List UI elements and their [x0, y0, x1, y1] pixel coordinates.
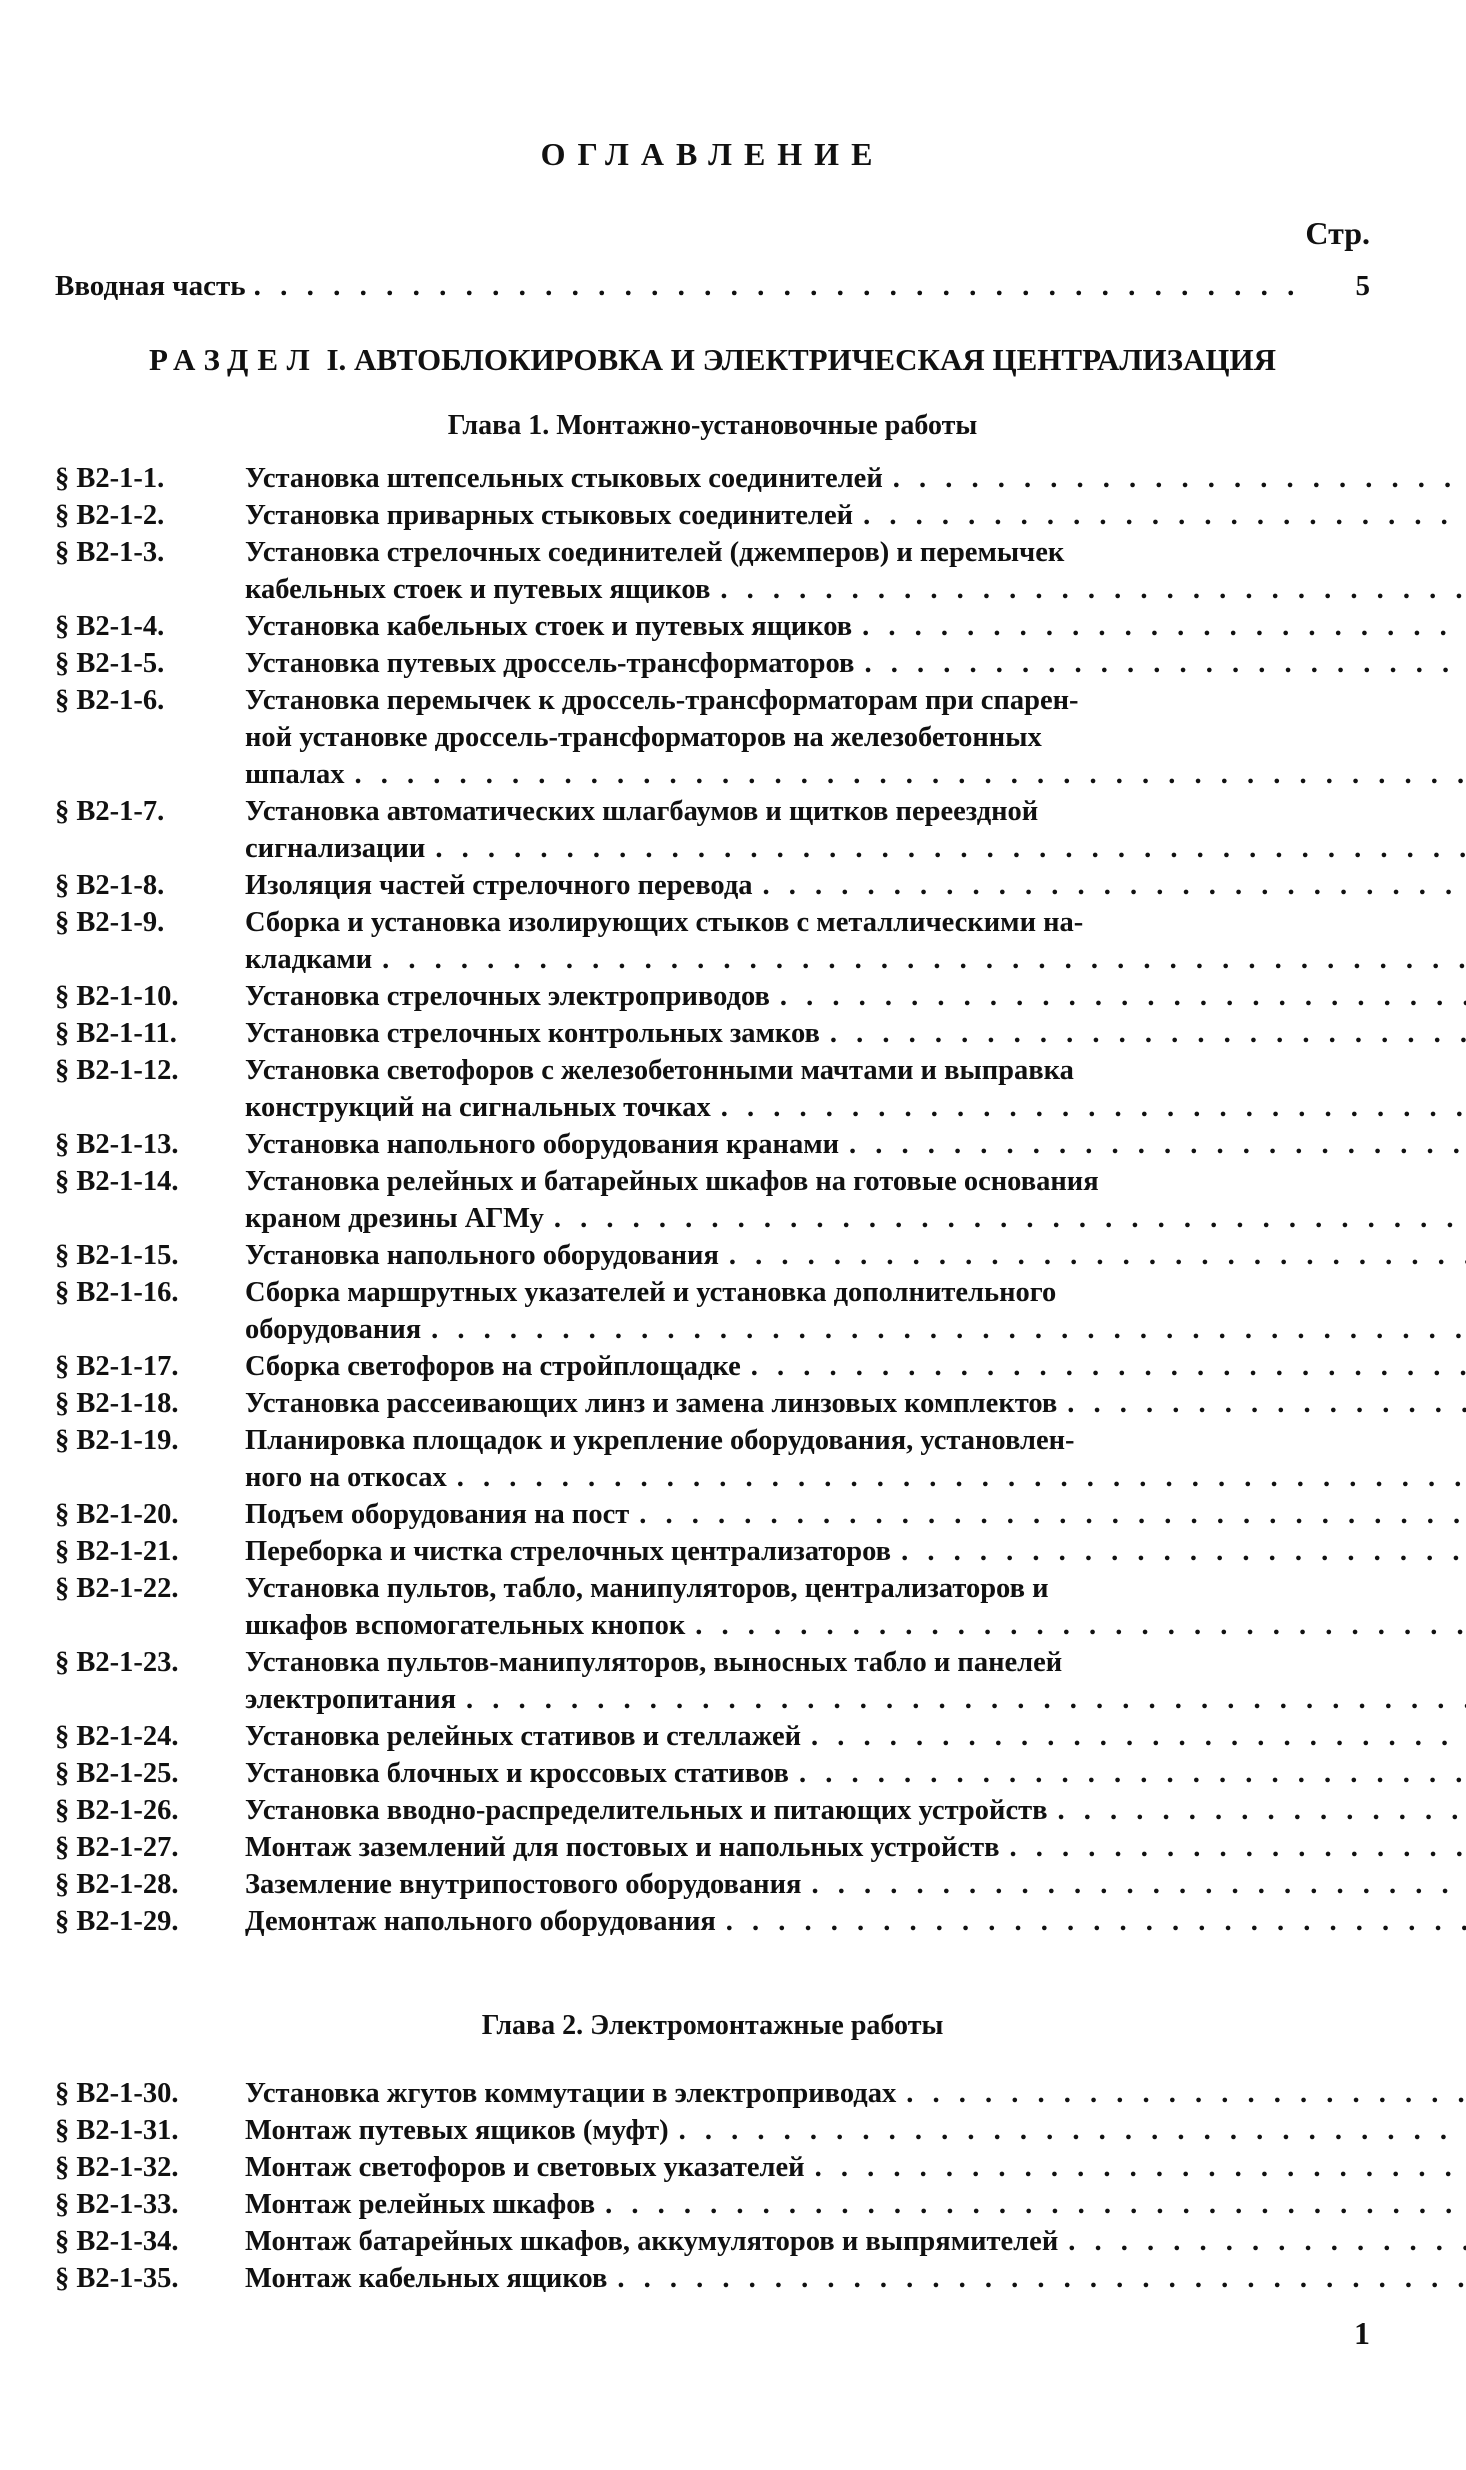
- toc-entry-number: § В2-1-19.: [55, 1425, 179, 1456]
- toc-entry-text-line: Переборка и чистка стрелочных централизаторов: [245, 1536, 892, 1567]
- toc-entry[interactable]: [55, 1237, 1370, 1274]
- dot-leader: [893, 460, 1466, 497]
- dot-leader: [466, 1681, 1466, 1718]
- toc-entry[interactable]: [55, 1829, 1370, 1866]
- section-title: I. АВТОБЛОКИРОВКА И ЭЛЕКТРИЧЕСКАЯ ЦЕНТРАЛИЗАЦИЯ: [326, 342, 1277, 377]
- toc-entry[interactable]: [55, 2075, 1370, 2112]
- dot-leader: [906, 2075, 1466, 2112]
- toc-entry-text-line: Монтаж кабельных ящиков: [245, 2263, 608, 2294]
- dot-leader: [1068, 2223, 1466, 2260]
- toc-entry[interactable]: [55, 460, 1370, 497]
- toc-entry-text-line: сигнализации: [245, 833, 426, 864]
- toc-entry-text-line: Установка приварных стыковых соединителей: [245, 500, 854, 531]
- toc-entry-text-line: Установка напольного оборудования: [245, 1240, 719, 1271]
- dot-leader: [639, 1496, 1466, 1533]
- toc-entry[interactable]: [55, 904, 1370, 978]
- toc-entry[interactable]: [55, 1718, 1370, 1755]
- toc-entry[interactable]: [55, 1866, 1370, 1903]
- toc-entry-number: § В2-1-14.: [55, 1166, 179, 1197]
- toc-entry-number: § В2-1-20.: [55, 1499, 179, 1530]
- toc-entry[interactable]: [55, 1385, 1370, 1422]
- toc-entry-text-line: кабельных стоек и путевых ящиков: [245, 574, 711, 605]
- toc-entry-text-line: Установка путевых дроссель-трансформаторов: [245, 648, 855, 679]
- dot-leader: [382, 941, 1466, 978]
- section-prefix: РАЗДЕЛ: [148, 342, 319, 377]
- toc-entry-number: § В2-1-27.: [55, 1832, 179, 1863]
- dot-leader: [435, 830, 1466, 867]
- toc-entry-text-line: Установка пультов-манипуляторов, выносных табло и панелей: [245, 1647, 1063, 1678]
- toc-entry[interactable]: [55, 1644, 1370, 1718]
- toc-entry-text-line: оборудования: [245, 1314, 422, 1345]
- toc-entry-number: § В2-1-25.: [55, 1758, 179, 1789]
- section-heading: [55, 342, 1370, 378]
- toc-entry-number: § В2-1-13.: [55, 1129, 179, 1160]
- toc-entry[interactable]: [55, 534, 1370, 608]
- toc-entry[interactable]: [55, 2149, 1370, 2186]
- toc-entry[interactable]: [55, 2223, 1370, 2260]
- toc-entry-text-line: Установка релейных и батарейных шкафов на готовые основания: [245, 1166, 1099, 1197]
- chapter-1-title: Глава 1. Монтажно-установочные работы: [447, 410, 978, 441]
- toc-entry[interactable]: [55, 793, 1370, 867]
- toc-entry-text-line: Изоляция частей стрелочного перевода: [245, 870, 753, 901]
- toc-entry-number: § В2-1-17.: [55, 1351, 179, 1382]
- dot-leader: [864, 645, 1466, 682]
- dot-leader: [862, 608, 1466, 645]
- dot-leader: [863, 497, 1466, 534]
- toc-entry-number: § В2-1-2.: [55, 500, 165, 531]
- toc-entry-number: § В2-1-18.: [55, 1388, 179, 1419]
- toc-entry-number: § В2-1-30.: [55, 2078, 179, 2109]
- toc-entry-text-line: электропитания: [245, 1684, 457, 1715]
- toc-entry-number: § В2-1-8.: [55, 870, 165, 901]
- dot-leader: [751, 1348, 1466, 1385]
- toc-entry-number: § В2-1-31.: [55, 2115, 179, 2146]
- dot-leader: [729, 1237, 1466, 1274]
- toc-entry-number: § В2-1-35.: [55, 2263, 179, 2294]
- toc-entry-text-line: Установка кабельных стоек и путевых ящиков: [245, 611, 853, 642]
- dot-leader: [811, 1866, 1466, 1903]
- dot-leader: [1009, 1829, 1466, 1866]
- dot-leader: [811, 1718, 1466, 1755]
- toc-entry-text-line: Установка светофоров с железобетонными мачтами и выправка: [245, 1055, 1074, 1086]
- dot-leader: [1057, 1792, 1466, 1829]
- toc-entry[interactable]: [55, 682, 1370, 793]
- toc-entry[interactable]: [55, 608, 1370, 645]
- toc-entry-text-line: краном дрезины АГМу: [245, 1203, 544, 1234]
- toc-entry-number: § В2-1-6.: [55, 685, 165, 716]
- dot-leader: [720, 571, 1466, 608]
- toc-entry-number: § В2-1-32.: [55, 2152, 179, 2183]
- page-column-label: Стр.: [1305, 215, 1370, 251]
- dot-leader: [721, 1089, 1466, 1126]
- toc-entry-number: § В2-1-11.: [55, 1018, 177, 1049]
- toc-entry-text-line: Монтаж светофоров и световых указателей: [245, 2152, 805, 2183]
- dot-leader: [849, 1126, 1466, 1163]
- toc-entry-number: § В2-1-23.: [55, 1647, 179, 1678]
- toc-entry-text-line: Установка стрелочных соединителей (джемперов) и перемычек: [245, 537, 1065, 568]
- toc-entry[interactable]: [55, 2186, 1370, 2223]
- dot-leader: [354, 756, 1466, 793]
- dot-leader: [780, 978, 1466, 1015]
- toc-entry-number: § В2-1-28.: [55, 1869, 179, 1900]
- toc-entry[interactable]: [55, 1496, 1370, 1533]
- toc-entry-text-line: конструкций на сигнальных точках: [245, 1092, 711, 1123]
- toc-entry-number: § В2-1-16.: [55, 1277, 179, 1308]
- toc-entry-text-line: Демонтаж напольного оборудования: [245, 1906, 716, 1937]
- toc-entry-number: § В2-1-21.: [55, 1536, 179, 1567]
- dot-leader: [554, 1200, 1466, 1237]
- toc-entry-number: § В2-1-24.: [55, 1721, 179, 1752]
- chapter-2-toc: [55, 2075, 1370, 2297]
- toc-entry-number: § В2-1-3.: [55, 537, 165, 568]
- dot-leader: [695, 1607, 1466, 1644]
- toc-entry-text-line: кладками: [245, 944, 373, 975]
- dot-leader: [605, 2186, 1466, 2223]
- toc-entry[interactable]: [55, 978, 1370, 1015]
- dot-leader: [617, 2260, 1466, 2297]
- toc-entry[interactable]: [55, 2260, 1370, 2297]
- toc-entry[interactable]: [55, 867, 1370, 904]
- toc-entry-number: § В2-1-12.: [55, 1055, 179, 1086]
- toc-entry-text-line: Монтаж релейных шкафов: [245, 2189, 596, 2220]
- toc-entry-text-line: Установка автоматических шлагбаумов и щитков переездной: [245, 796, 1039, 827]
- toc-entry-text-line: Установка перемычек к дроссель-трансформаторам при спарен-: [245, 685, 1079, 716]
- dot-leader: [763, 867, 1466, 904]
- toc-entry-text-line: Установка рассеивающих линз и замена линзовых комплектов: [245, 1388, 1058, 1419]
- toc-entry-number: § В2-1-29.: [55, 1906, 179, 1937]
- toc-entry-text-line: шкафов вспомогательных кнопок: [245, 1610, 686, 1641]
- toc-entry[interactable]: [55, 1792, 1370, 1829]
- toc-entry[interactable]: [55, 497, 1370, 534]
- dot-leader: [679, 2112, 1466, 2149]
- toc-entry[interactable]: [55, 1422, 1370, 1496]
- chapter-2-title: Глава 2. Электромонтажные работы: [481, 2010, 944, 2041]
- toc-entry[interactable]: [55, 2112, 1370, 2149]
- toc-entry-number: § В2-1-33.: [55, 2189, 179, 2220]
- toc-entry-text-line: Установка напольного оборудования кранами: [245, 1129, 840, 1160]
- toc-entry[interactable]: [55, 1570, 1370, 1644]
- dot-leader: [799, 1755, 1466, 1792]
- toc-entry-text-line: Установка релейных стативов и стеллажей: [245, 1721, 802, 1752]
- toc-entry-number: § В2-1-5.: [55, 648, 165, 679]
- toc-entry-text-line: Установка вводно-распределительных и питающих устройств: [245, 1795, 1048, 1826]
- toc-entry[interactable]: [55, 1755, 1370, 1792]
- toc-entry-number: § В2-1-9.: [55, 907, 165, 938]
- toc-entry-number: § В2-1-34.: [55, 2226, 179, 2257]
- intro-title: Вводная часть: [55, 270, 246, 302]
- toc-entry-text-line: Монтаж заземлений для постовых и напольных устройств: [245, 1832, 1000, 1863]
- toc-entry-text-line: Установка жгутов коммутации в электроприводах: [245, 2078, 897, 2109]
- toc-entry[interactable]: [55, 645, 1370, 682]
- dot-leader: [254, 270, 1312, 303]
- toc-entry-text-line: Монтаж батарейных шкафов, аккумуляторов и выпрямителей: [245, 2226, 1059, 2257]
- toc-entry-number: § В2-1-7.: [55, 796, 165, 827]
- toc-entry-text-line: шпалах: [245, 759, 345, 790]
- toc-entry-number: § В2-1-1.: [55, 463, 165, 494]
- chapter-1-toc: [55, 460, 1370, 1940]
- toc-entry[interactable]: [55, 1052, 1370, 1126]
- toc-entry-text-line: Сборка и установка изолирующих стыков с металлическими на-: [245, 907, 1084, 938]
- toc-entry[interactable]: [55, 1348, 1370, 1385]
- dot-leader: [1067, 1385, 1466, 1422]
- dot-leader: [815, 2149, 1466, 2186]
- intro-page: 5: [1355, 270, 1370, 302]
- toc-entry-text-line: Установка штепсельных стыковых соединителей: [245, 463, 883, 494]
- toc-entry-text-line: Сборка маршрутных указателей и установка дополнительного: [245, 1277, 1057, 1308]
- toc-entry-text-line: Монтаж путевых ящиков (муфт): [245, 2115, 669, 2146]
- dot-leader: [457, 1459, 1466, 1496]
- toc-entry[interactable]: [55, 1533, 1370, 1570]
- dot-leader: [726, 1903, 1466, 1940]
- toc-entry-text-line: Заземление внутрипостового оборудования: [245, 1869, 802, 1900]
- toc-entry-text-line: Подъем оборудования на пост: [245, 1499, 630, 1530]
- toc-entry-text-line: Установка пультов, табло, манипуляторов, централизаторов и: [245, 1573, 1049, 1604]
- toc-entry-text-line: ного на откосах: [245, 1462, 447, 1493]
- toc-entry-number: § В2-1-22.: [55, 1573, 179, 1604]
- toc-entry-text-line: Планировка площадок и укрепление оборудования, установлен-: [245, 1425, 1075, 1456]
- toc-entry-text-line: ной установке дроссель-трансформаторов на железобетонных: [245, 722, 1042, 753]
- toc-entry[interactable]: [55, 1903, 1370, 1940]
- toc-entry[interactable]: [55, 1015, 1370, 1052]
- toc-entry-number: § В2-1-15.: [55, 1240, 179, 1271]
- toc-entry[interactable]: [55, 1163, 1370, 1237]
- dot-leader: [431, 1311, 1466, 1348]
- dot-leader: [901, 1533, 1466, 1570]
- page-number: 1: [1354, 2315, 1370, 2351]
- dot-leader: [830, 1015, 1466, 1052]
- page-title: ОГЛАВЛЕНИЕ: [540, 136, 885, 172]
- toc-entry-text-line: Сборка светофоров на стройплощадке: [245, 1351, 741, 1382]
- toc-entry-number: § В2-1-4.: [55, 611, 165, 642]
- toc-entry-text-line: Установка стрелочных контрольных замков: [245, 1018, 820, 1049]
- toc-entry[interactable]: [55, 1274, 1370, 1348]
- toc-intro-entry[interactable]: [55, 270, 1370, 303]
- toc-entry-number: § В2-1-10.: [55, 981, 179, 1012]
- toc-entry[interactable]: [55, 1126, 1370, 1163]
- toc-entry-number: § В2-1-26.: [55, 1795, 179, 1826]
- toc-entry-text-line: Установка стрелочных электроприводов: [245, 981, 770, 1012]
- toc-entry-text-line: Установка блочных и кроссовых стативов: [245, 1758, 789, 1789]
